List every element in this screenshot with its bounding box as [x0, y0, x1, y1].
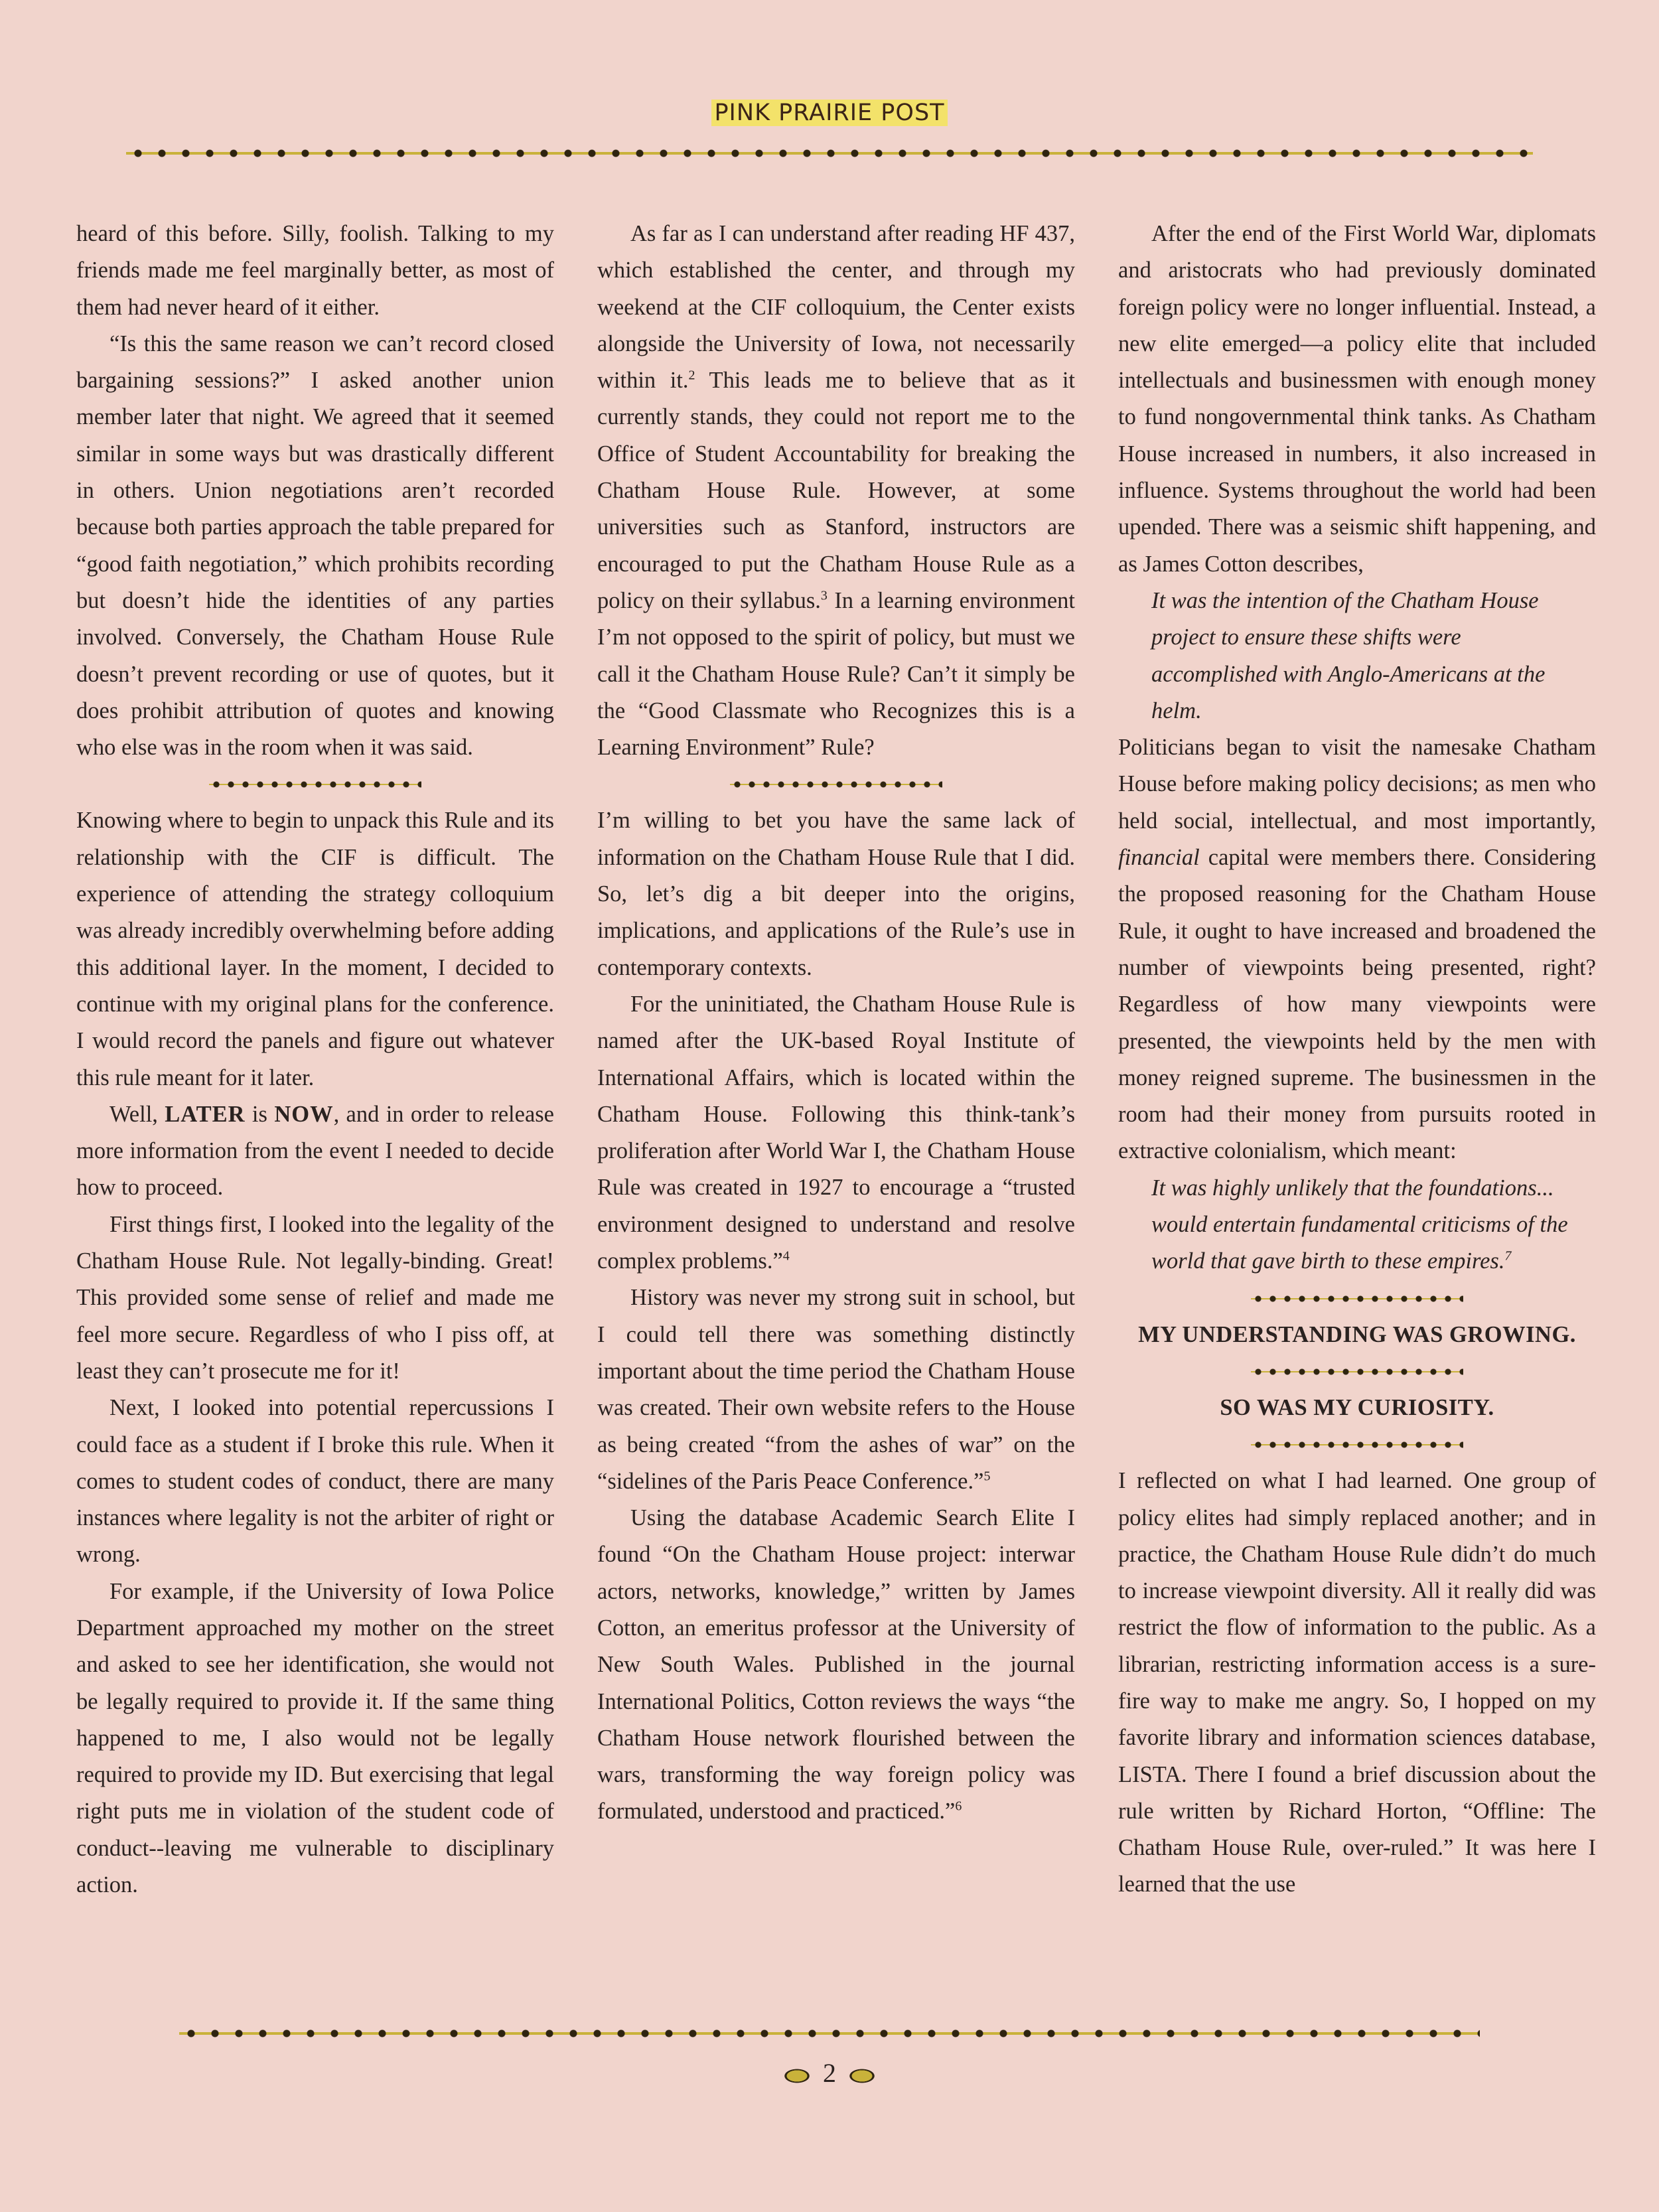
text-run: In a learning environment I’m not opposed to the spirit of policy, but must we call it the Chatham House Rule? Can’t it simply be the “Good Classmate who Recognizes this is a Learning Environment” Rule? — [597, 587, 1075, 761]
paragraph — [597, 1280, 1075, 1500]
paragraph: After the end of the First World War, diplomats and aristocrats who had previously dominated foreign policy were no longer influential. Instead, a new elite emerged—a policy elite that included intellectuals and businessmen with enough money to fund nongovernmental think tanks. As Chatham House increased in numbers, it also increased in influence. Systems throughout the world had been upended. There was a seismic shift happening, and as James Cotton describes, — [1118, 221, 1596, 577]
paragraph: heard of this before. Silly, foolish. Talking to my friends made me feel marginally better, as most of them had never heard of it either. — [76, 221, 554, 320]
page-folio — [0, 2057, 1659, 2089]
paragraph — [597, 986, 1075, 1280]
paragraph: First things first, I looked into the legality of the Chatham House Rule. Not legally-binding. Great! This provided some sense of relief and made me feel more secure. Regardless of who I piss off, at least they can’t prosecute me for it! — [76, 1211, 554, 1384]
section-divider — [597, 766, 1075, 802]
paragraph: For example, if the University of Iowa Police Department approached my mother on the street and asked to see her identification, she would not be legally required to provide it. If the same thing happened to me, I also would not be legally required to provide my ID. But exercising that legal right puts me in violation of the student code of conduct--leaving me vulnerable to disciplinary action. — [76, 1578, 554, 1898]
section-heading: SO WAS MY CURIOSITY. — [1220, 1394, 1494, 1420]
masthead — [0, 100, 1659, 126]
column-3 — [1118, 216, 1596, 1903]
now-emphasis: NOW — [274, 1101, 334, 1127]
column-2 — [597, 216, 1075, 1830]
section-divider — [1118, 1280, 1596, 1317]
text-run: Using the database Academic Search Elite I found “On the Chatham House project: interwar actors, networks, knowledge,” written by James Cotton, an emeritus professor at the University of New South Wales. Published in the journal International Politics, Cotton reviews the ways “the Chatham House network flourished between the wars, transforming the way foreign policy was formulated, understood and practiced.” — [597, 1505, 1075, 1824]
footnote-ref: 7 — [1504, 1248, 1512, 1264]
footnote-ref: 6 — [955, 1799, 962, 1814]
section-heading: MY UNDERSTANDING WAS GROWING. — [1138, 1321, 1576, 1347]
column-1 — [76, 216, 554, 1903]
text-run: is — [245, 1101, 275, 1127]
paragraph — [597, 1500, 1075, 1830]
masthead-title: PINK PRAIRIE POST — [711, 100, 947, 126]
page-number: 2 — [823, 2058, 836, 2088]
footnote-ref: 2 — [688, 368, 695, 383]
top-vine-border — [126, 146, 1533, 161]
paragraph: I’m willing to bet you have the same lack of information on the Chatham House Rule that I did. So, let’s dig a bit deeper into the origins, implications, and applications of the Rule’s use in contemporary contexts. — [597, 808, 1075, 980]
paragraph — [1118, 729, 1596, 1170]
footnote-ref: 4 — [782, 1248, 790, 1264]
text-run: Well, — [109, 1101, 165, 1127]
text-run: As far as I can understand after reading HF 437, which established the center, and through my weekend at the CIF colloquium, the Center exists alongside the University of Iowa, not necessarily within it. — [597, 221, 1075, 394]
paragraph: Next, I looked into potential repercussions I could face as a student if I broke this rule. When it comes to student codes of conduct, there are many instances where legality is not the arbiter of right or wrong. — [76, 1395, 554, 1568]
paragraph: “Is this the same reason we can’t record closed bargaining sessions?” I asked another union member later that night. We agreed that it seemed similar in some ways but was drastically different in others. Union negotiations aren’t recorded because both parties approach the table prepared for “good faith negotiation,” which prohibits recording but doesn’t hide the identities of any parties involved. Conversely, the Chatham House Rule doesn’t prevent recording or use of quotes, but it does prohibit attribution of quotes and knowing who else was in the room when it was said. — [76, 331, 554, 761]
section-divider — [1118, 1426, 1596, 1463]
article-columns — [76, 216, 1596, 2021]
paragraph — [76, 1096, 554, 1207]
paragraph: I reflected on what I had learned. One group of policy elites had simply replaced another; and in practice, the Chatham House Rule didn’t do much to increase viewpoint diversity. All it really did was restrict the flow of information to the public. As a librarian, restricting information access is a sure-fire way to make me angry. So, I hopped on my favorite library and information sciences database, LISTA. There I found a brief discussion about the rule written by Richard Horton, “Offline: The Chatham House Rule, over-ruled.” It was here I learned that the use — [1118, 1468, 1596, 1897]
text-run: , and in order to release more information from the event I needed to decide how to proceed. — [76, 1101, 554, 1201]
text-run: Politicians began to visit the namesake Chatham House before making policy decisions; as men who held social, intellectual, and most importantly, — [1118, 735, 1596, 834]
later-emphasis: LATER — [165, 1101, 246, 1127]
text-run: For the uninitiated, the Chatham House Rule is named after the UK-based Royal Institute of International Affairs, which is located within the Chatham House. Following this think-tank’s proliferation after World War I, the Chatham House Rule was created in 1927 to encourage a “trusted environment designed to understand and resolve complex problems.” — [597, 991, 1075, 1274]
section-divider — [1118, 1353, 1596, 1390]
bottom-vine-border — [179, 2026, 1480, 2041]
flower-ornament-icon — [844, 2066, 880, 2086]
financial-emphasis: financial — [1118, 845, 1200, 871]
paragraph — [597, 216, 1075, 766]
paragraph: Knowing where to begin to unpack this Rule and its relationship with the CIF is difficult. The experience of attending the strategy colloquium was already incredibly overwhelming before adding this additional layer. In the moment, I decided to continue with my original plans for the conference. I would record the panels and figure out whatever this rule meant for it later. — [76, 808, 554, 1090]
text-run: This leads me to believe that as it currently stands, they could not report me to the Office of Student Accountability for breaking the Chatham House Rule. However, at some universities such as Stanford, instructors are encouraged to put the Chatham House Rule as a policy on their syllabus. — [597, 368, 1075, 613]
flower-ornament-icon — [779, 2066, 815, 2086]
block-quote: It was the intention of the Chatham House project to ensure these shifts were accomplished with Anglo-Americans at the helm. — [1151, 587, 1546, 723]
text-run: History was never my strong suit in school, but I could tell there was something distinctly important about the time period the Chatham House was created. Their own website refers to the House as being created “from the ashes of war” on the “sidelines of the Paris Peace Conference.” — [597, 1285, 1075, 1494]
text-run: It was highly unlikely that the foundations... would entertain fundamental criticisms of the world that gave birth to these empires. — [1151, 1175, 1568, 1274]
text-run: capital were members there. Considering the proposed reasoning for the Chatham House Rule, it ought to have increased and broadened the number of viewpoints being presented, right? Regardless of how many viewpoints were presented, the viewpoints held by the men with money reigned supreme. The businessmen in the room had their money from pursuits rooted in extractive colonialism, which meant: — [1118, 845, 1596, 1164]
section-divider — [76, 766, 554, 802]
block-quote — [1118, 1170, 1596, 1280]
footnote-ref: 5 — [983, 1469, 991, 1484]
footnote-ref: 3 — [820, 588, 828, 603]
